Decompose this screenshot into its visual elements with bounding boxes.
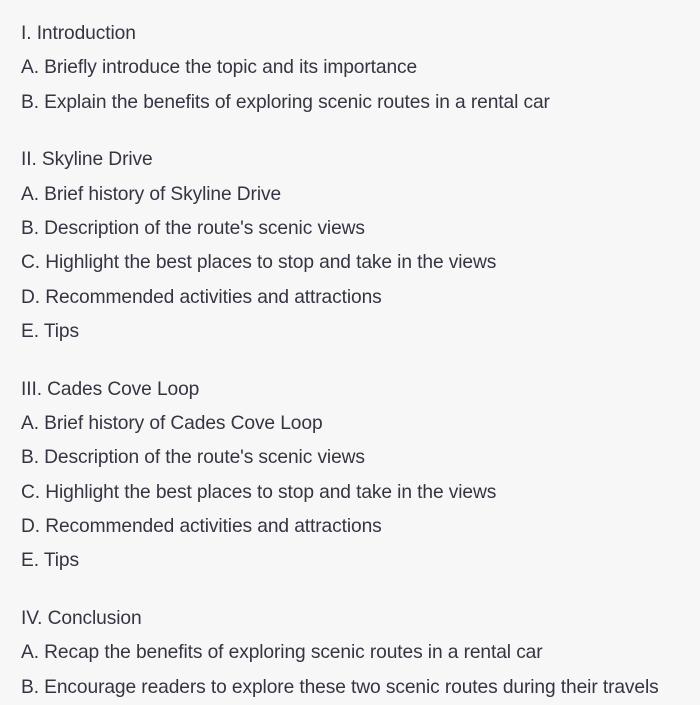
outline-item: E. Tips (21, 550, 79, 572)
outline-item: D. Recommended activities and attractions (21, 286, 382, 308)
outline-item: C. Highlight the best places to stop and take in the views (21, 481, 497, 503)
outline-item: B. Encourage readers to explore these two scenic routes during their travels (21, 676, 659, 698)
outline-item: E. Tips (21, 320, 79, 342)
outline-item: B. Description of the route's scenic views (21, 217, 365, 239)
outline-item: C. Highlight the best places to stop and take in the views (21, 252, 497, 274)
outline-item: A. Brief history of Skyline Drive (21, 183, 282, 205)
section-conclusion (21, 602, 700, 705)
section-heading: I. Introduction (21, 23, 136, 44)
outline-item: A. Recap the benefits of exploring scenic routes in a rental car (21, 642, 543, 664)
outline-item: D. Recommended activities and attractions (21, 515, 382, 537)
outline-item: A. Briefly introduce the topic and its importance (21, 57, 418, 79)
section-skyline-drive (21, 143, 700, 349)
section-heading: II. Skyline Drive (21, 149, 153, 171)
outline-item: A. Brief history of Cades Cove Loop (21, 412, 323, 434)
section-heading: III. Cades Cove Loop (21, 378, 200, 400)
section-introduction (21, 17, 700, 120)
section-cades-cove-loop (21, 373, 700, 579)
outline-item: B. Description of the route's scenic views (21, 447, 365, 469)
section-heading: IV. Conclusion (21, 607, 142, 629)
outline-item: B. Explain the benefits of exploring scenic routes in a rental car (21, 91, 550, 113)
